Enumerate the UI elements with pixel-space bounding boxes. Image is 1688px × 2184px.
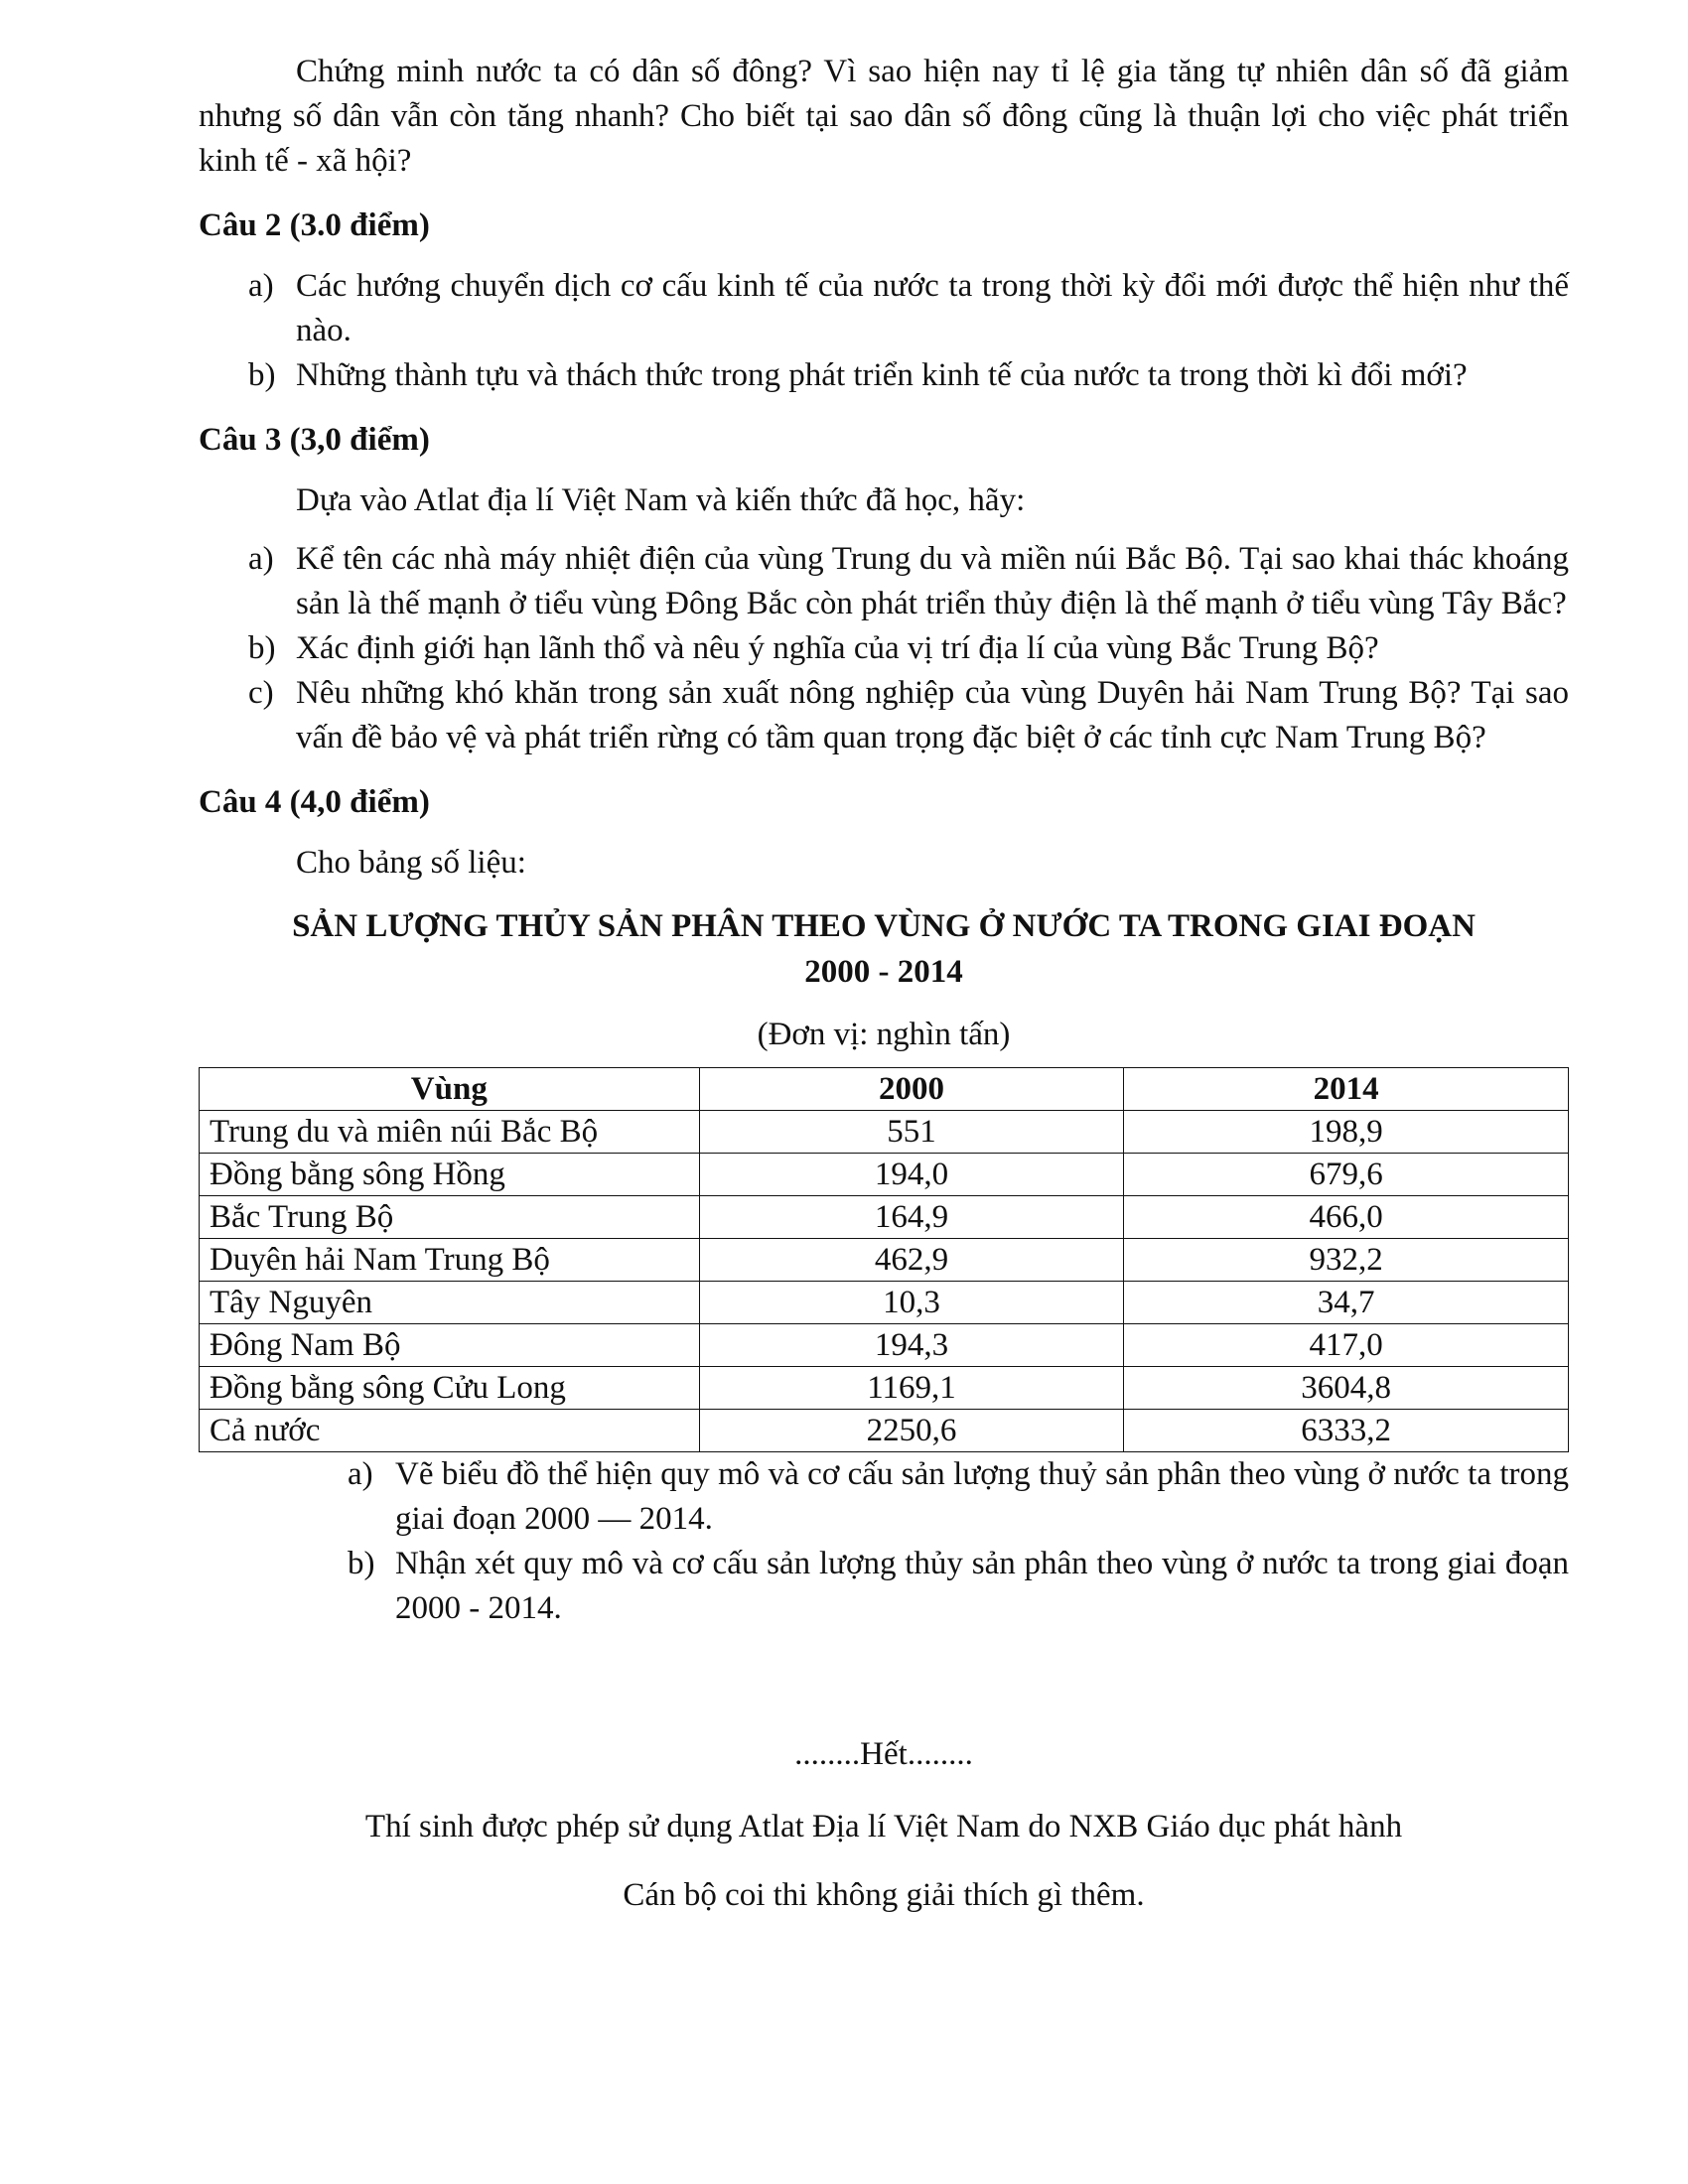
region-cell: Bắc Trung Bộ: [200, 1196, 700, 1239]
region-cell: Tây Nguyên: [200, 1282, 700, 1324]
region-cell: Duyên hải Nam Trung Bộ: [200, 1239, 700, 1282]
column-header-2000: 2000: [699, 1068, 1124, 1111]
column-header-region: Vùng: [200, 1068, 700, 1111]
proctor-note: Cán bộ coi thi không giải thích gì thêm.: [623, 1877, 1145, 1913]
question-2-item-a: [248, 264, 1569, 353]
table-title-line-2: 2000 - 2014: [804, 954, 963, 990]
question-4-item-b: [348, 1542, 1569, 1631]
fishery-output-table: [199, 1067, 1569, 1452]
exam-page: [199, 50, 1569, 1918]
item-marker: a): [248, 541, 274, 577]
value-2000-cell: 194,0: [699, 1154, 1124, 1196]
end-mark: ........Hết........: [794, 1736, 973, 1772]
item-marker: a): [248, 268, 274, 304]
value-2014-cell: 198,9: [1124, 1111, 1569, 1154]
question-3-item-b: [248, 626, 1569, 671]
item-text: Xác định giới hạn lãnh thổ và nêu ý nghĩa của vị trí địa lí của vùng Bắc Trung Bộ?: [296, 630, 1379, 666]
question-3-item-c: [248, 671, 1569, 760]
question-3-title: Câu 3 (3,0 điểm): [199, 422, 430, 458]
item-text: Kể tên các nhà máy nhiệt điện của vùng Trung du và miền núi Bắc Bộ. Tại sao khai thác khoáng sản là thế mạnh ở tiểu vùng Đông Bắc còn phát triển thủy điện là thế mạnh ở tiểu vùng Tây Bắc?: [296, 541, 1569, 621]
question-3-intro: Dựa vào Atlat địa lí Việt Nam và kiến thức đã học, hãy:: [296, 482, 1026, 518]
question-4-intro: Cho bảng số liệu:: [296, 845, 526, 881]
table-row: [200, 1324, 1569, 1367]
table-row: [200, 1196, 1569, 1239]
value-2014-cell: 3604,8: [1124, 1367, 1569, 1410]
item-text: Những thành tựu và thách thức trong phát triển kinh tế của nước ta trong thời kì đổi mới?: [296, 357, 1468, 393]
item-text: Các hướng chuyển dịch cơ cấu kinh tế của nước ta trong thời kỳ đổi mới được thể hiện như thế nào.: [296, 268, 1569, 348]
region-cell: Trung du và miên núi Bắc Bộ: [200, 1111, 700, 1154]
value-2000-cell: 10,3: [699, 1282, 1124, 1324]
value-2000-cell: 164,9: [699, 1196, 1124, 1239]
question-1-text: Chứng minh nước ta có dân số đông? Vì sao hiện nay tỉ lệ gia tăng tự nhiên dân số đã giảm nhưng số dân vẫn còn tăng nhanh? Cho biết tại sao dân số đông cũng là thuận lợi cho việc phát triển kinh tế - xã hội?: [199, 54, 1569, 179]
item-marker: c): [248, 675, 274, 711]
region-cell: Đồng bằng sông Hồng: [200, 1154, 700, 1196]
question-3-item-a: [248, 537, 1569, 626]
table-unit: (Đơn vị: nghìn tấn): [757, 1017, 1011, 1052]
item-marker: b): [348, 1546, 375, 1581]
question-4-item-a: [348, 1452, 1569, 1542]
value-2000-cell: 462,9: [699, 1239, 1124, 1282]
value-2014-cell: 679,6: [1124, 1154, 1569, 1196]
table-header-row: [200, 1068, 1569, 1111]
item-text: Vẽ biểu đồ thể hiện quy mô và cơ cấu sản lượng thuỷ sản phân theo vùng ở nước ta trong giai đoạn 2000 — 2014.: [395, 1456, 1569, 1537]
value-2000-cell: 551: [699, 1111, 1124, 1154]
item-marker: a): [348, 1456, 373, 1492]
table-row: [200, 1111, 1569, 1154]
region-cell: Cả nước: [200, 1410, 700, 1452]
table-row: [200, 1154, 1569, 1196]
question-4-title: Câu 4 (4,0 điểm): [199, 784, 430, 820]
value-2000-cell: 2250,6: [699, 1410, 1124, 1452]
column-header-2014: 2014: [1124, 1068, 1569, 1111]
question-4-items: [199, 1452, 1569, 1631]
question-2-title: Câu 2 (3.0 điểm): [199, 207, 430, 243]
table-row-total: [200, 1410, 1569, 1452]
item-marker: b): [248, 357, 276, 393]
item-text: Nêu những khó khăn trong sản xuất nông nghiệp của vùng Duyên hải Nam Trung Bộ? Tại sao vấn đề bảo vệ và phát triển rừng có tầm quan trọng đặc biệt ở các tỉnh cực Nam Trung Bộ?: [296, 675, 1569, 755]
item-marker: b): [248, 630, 276, 666]
table-row: [200, 1282, 1569, 1324]
question-2-item-b: [248, 353, 1569, 398]
atlas-note: Thí sinh được phép sử dụng Atlat Địa lí Việt Nam do NXB Giáo dục phát hành: [364, 1809, 1403, 1844]
value-2000-cell: 1169,1: [699, 1367, 1124, 1410]
question-2-items: [199, 264, 1569, 398]
question-3-items: [199, 537, 1569, 760]
item-text: Nhận xét quy mô và cơ cấu sản lượng thủy sản phân theo vùng ở nước ta trong giai đoạn 2000 - 2014.: [395, 1546, 1569, 1626]
table-title: [199, 903, 1569, 995]
value-2014-cell: 6333,2: [1124, 1410, 1569, 1452]
value-2014-cell: 466,0: [1124, 1196, 1569, 1239]
table-row: [200, 1367, 1569, 1410]
value-2014-cell: 932,2: [1124, 1239, 1569, 1282]
region-cell: Đồng bằng sông Cửu Long: [200, 1367, 700, 1410]
table-title-line-1: SẢN LƯỢNG THỦY SẢN PHÂN THEO VÙNG Ở NƯỚC TA TRONG GIAI ĐOẠN: [292, 908, 1476, 944]
value-2014-cell: 34,7: [1124, 1282, 1569, 1324]
value-2014-cell: 417,0: [1124, 1324, 1569, 1367]
region-cell: Đông Nam Bộ: [200, 1324, 700, 1367]
value-2000-cell: 194,3: [699, 1324, 1124, 1367]
table-row: [200, 1239, 1569, 1282]
